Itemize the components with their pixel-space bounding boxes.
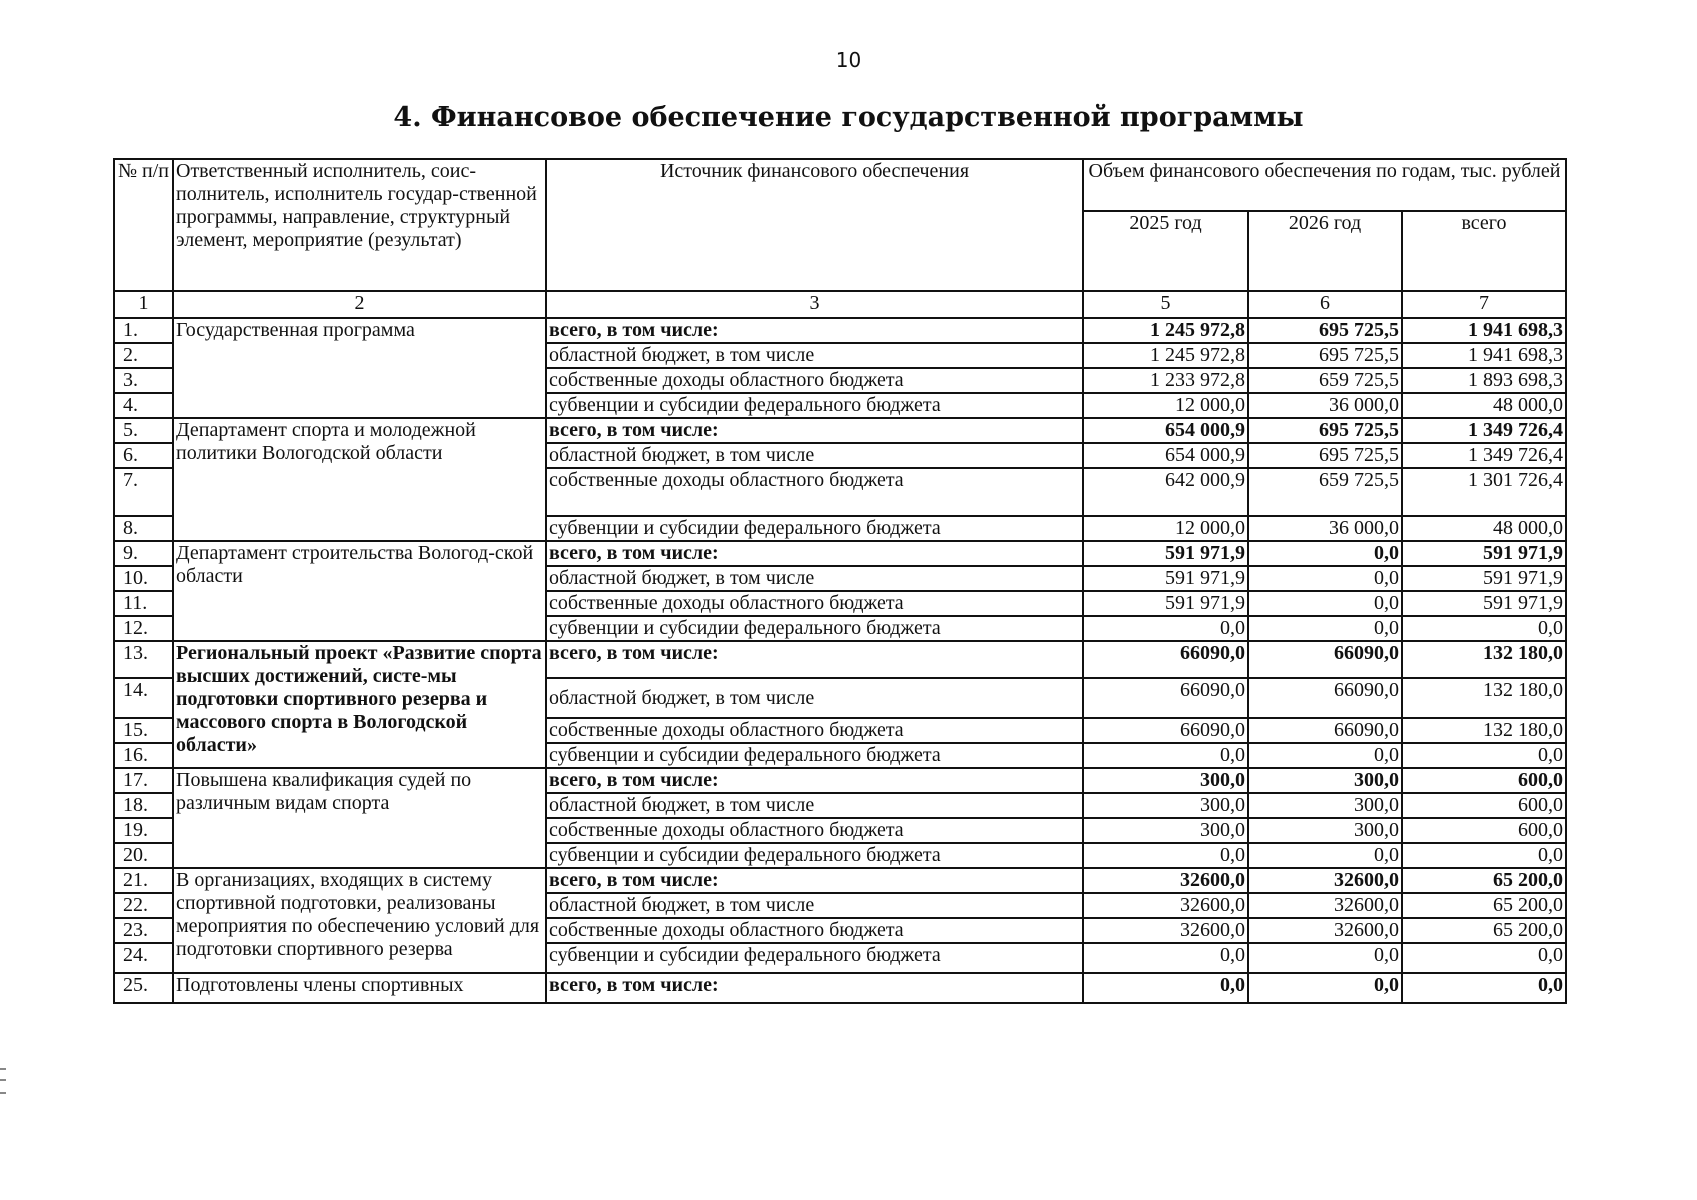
executor-cell: Государственная программа (173, 318, 546, 418)
source-cell: всего, в том числе: (546, 318, 1083, 343)
header-source: Источник финансового обеспечения (546, 159, 1083, 291)
header-total: всего (1402, 211, 1566, 291)
value-v2026: 36 000,0 (1248, 393, 1402, 418)
value-v2026: 300,0 (1248, 793, 1402, 818)
source-cell: собственные доходы областного бюджета (546, 718, 1083, 743)
value-total: 1 301 726,4 (1402, 468, 1566, 516)
value-total: 132 180,0 (1402, 718, 1566, 743)
row-number: 19. (114, 818, 173, 843)
value-total: 591 971,9 (1402, 541, 1566, 566)
value-total: 132 180,0 (1402, 678, 1566, 718)
executor-cell: Подготовлены члены спортивных (173, 973, 546, 1003)
value-total: 65 200,0 (1402, 893, 1566, 918)
value-total: 132 180,0 (1402, 641, 1566, 678)
page-number: 10 (835, 48, 862, 72)
executor-cell: Повышена квалификация судей по различным видам спорта (173, 768, 546, 868)
value-total: 65 200,0 (1402, 918, 1566, 943)
row-number: 21. (114, 868, 173, 893)
value-v2026: 36 000,0 (1248, 516, 1402, 541)
value-v2026: 695 725,5 (1248, 318, 1402, 343)
value-total: 600,0 (1402, 818, 1566, 843)
value-total: 48 000,0 (1402, 393, 1566, 418)
value-v2025: 591 971,9 (1083, 541, 1248, 566)
value-v2026: 695 725,5 (1248, 343, 1402, 368)
value-v2025: 66090,0 (1083, 678, 1248, 718)
value-total: 1 941 698,3 (1402, 318, 1566, 343)
source-cell: областной бюджет, в том числе (546, 678, 1083, 718)
value-total: 1 349 726,4 (1402, 443, 1566, 468)
row-number: 7. (114, 468, 173, 516)
col-number: 6 (1248, 291, 1402, 318)
value-v2026: 0,0 (1248, 943, 1402, 973)
row-number: 1. (114, 318, 173, 343)
row-number: 14. (114, 678, 173, 718)
row-number: 8. (114, 516, 173, 541)
value-v2025: 0,0 (1083, 743, 1248, 768)
value-v2025: 654 000,9 (1083, 418, 1248, 443)
section-title: 4. Финансовое обеспечение государственной программы (393, 102, 1304, 133)
value-v2025: 300,0 (1083, 768, 1248, 793)
source-cell: субвенции и субсидии федерального бюджета (546, 843, 1083, 868)
value-total: 0,0 (1402, 743, 1566, 768)
source-cell: собственные доходы областного бюджета (546, 368, 1083, 393)
source-cell: собственные доходы областного бюджета (546, 918, 1083, 943)
value-v2025: 32600,0 (1083, 893, 1248, 918)
row-number: 12. (114, 616, 173, 641)
table-row (114, 541, 1566, 566)
table-row (114, 641, 1566, 678)
row-number: 6. (114, 443, 173, 468)
source-cell: собственные доходы областного бюджета (546, 818, 1083, 843)
value-v2025: 1 245 972,8 (1083, 343, 1248, 368)
table-body (114, 318, 1566, 1003)
value-v2026: 0,0 (1248, 843, 1402, 868)
value-v2025: 1 233 972,8 (1083, 368, 1248, 393)
value-v2025: 300,0 (1083, 793, 1248, 818)
value-v2026: 695 725,5 (1248, 443, 1402, 468)
value-total: 0,0 (1402, 616, 1566, 641)
value-v2025: 66090,0 (1083, 641, 1248, 678)
value-total: 600,0 (1402, 768, 1566, 793)
row-number: 24. (114, 943, 173, 973)
col-number: 2 (173, 291, 546, 318)
value-total: 0,0 (1402, 973, 1566, 1003)
source-cell: всего, в том числе: (546, 418, 1083, 443)
value-v2026: 659 725,5 (1248, 368, 1402, 393)
value-v2025: 32600,0 (1083, 868, 1248, 893)
source-cell: областной бюджет, в том числе (546, 343, 1083, 368)
value-v2025: 32600,0 (1083, 918, 1248, 943)
scan-margin-mark (0, 1068, 6, 1094)
value-v2025: 654 000,9 (1083, 443, 1248, 468)
header-row (114, 159, 1566, 211)
value-v2025: 66090,0 (1083, 718, 1248, 743)
value-v2025: 0,0 (1083, 943, 1248, 973)
value-v2026: 0,0 (1248, 616, 1402, 641)
header-2025: 2025 год (1083, 211, 1248, 291)
row-number: 16. (114, 743, 173, 768)
source-cell: субвенции и субсидии федерального бюджета (546, 943, 1083, 973)
row-number: 23. (114, 918, 173, 943)
source-cell: всего, в том числе: (546, 541, 1083, 566)
value-v2026: 32600,0 (1248, 918, 1402, 943)
row-number: 22. (114, 893, 173, 918)
row-number: 11. (114, 591, 173, 616)
value-total: 0,0 (1402, 843, 1566, 868)
row-number: 4. (114, 393, 173, 418)
value-v2026: 0,0 (1248, 973, 1402, 1003)
value-v2025: 300,0 (1083, 818, 1248, 843)
table-row (114, 973, 1566, 1003)
row-number: 20. (114, 843, 173, 868)
value-v2026: 695 725,5 (1248, 418, 1402, 443)
value-total: 600,0 (1402, 793, 1566, 818)
value-v2025: 12 000,0 (1083, 393, 1248, 418)
value-total: 48 000,0 (1402, 516, 1566, 541)
source-cell: всего, в том числе: (546, 641, 1083, 678)
executor-cell: В организациях, входящих в систему спортивной подготовки, реализованы мероприятия по обеспечению условий для подготовки спортивного резерва (173, 868, 546, 973)
table-row (114, 868, 1566, 893)
source-cell: всего, в том числе: (546, 973, 1083, 1003)
column-numbers-row (114, 291, 1566, 318)
source-cell: областной бюджет, в том числе (546, 566, 1083, 591)
row-number: 25. (114, 973, 173, 1003)
table-row (114, 418, 1566, 443)
value-v2025: 0,0 (1083, 616, 1248, 641)
value-v2025: 591 971,9 (1083, 566, 1248, 591)
col-number: 1 (114, 291, 173, 318)
row-number: 15. (114, 718, 173, 743)
executor-cell: Департамент строительства Вологод-ской области (173, 541, 546, 641)
row-number: 17. (114, 768, 173, 793)
value-v2026: 0,0 (1248, 541, 1402, 566)
value-total: 65 200,0 (1402, 868, 1566, 893)
value-v2025: 1 245 972,8 (1083, 318, 1248, 343)
col-number: 3 (546, 291, 1083, 318)
value-v2026: 66090,0 (1248, 678, 1402, 718)
financing-table (113, 158, 1567, 1004)
table-row (114, 768, 1566, 793)
row-number: 13. (114, 641, 173, 678)
source-cell: областной бюджет, в том числе (546, 793, 1083, 818)
value-total: 591 971,9 (1402, 591, 1566, 616)
source-cell: собственные доходы областного бюджета (546, 591, 1083, 616)
value-total: 1 349 726,4 (1402, 418, 1566, 443)
value-v2025: 0,0 (1083, 843, 1248, 868)
executor-cell: Региональный проект «Развитие спорта высших достижений, систе-мы подготовки спортивного резерва и массового спорта в Вологодской области» (173, 641, 546, 768)
value-v2025: 591 971,9 (1083, 591, 1248, 616)
source-cell: субвенции и субсидии федерального бюджета (546, 616, 1083, 641)
table-row (114, 318, 1566, 343)
value-v2026: 0,0 (1248, 566, 1402, 591)
value-total: 1 893 698,3 (1402, 368, 1566, 393)
source-cell: всего, в том числе: (546, 868, 1083, 893)
value-total: 0,0 (1402, 943, 1566, 973)
value-total: 1 941 698,3 (1402, 343, 1566, 368)
row-number: 18. (114, 793, 173, 818)
source-cell: субвенции и субсидии федерального бюджета (546, 743, 1083, 768)
value-v2026: 32600,0 (1248, 868, 1402, 893)
header-num: № п/п (114, 159, 173, 291)
col-number: 5 (1083, 291, 1248, 318)
source-cell: собственные доходы областного бюджета (546, 468, 1083, 516)
source-cell: областной бюджет, в том числе (546, 893, 1083, 918)
value-v2026: 32600,0 (1248, 893, 1402, 918)
value-total: 591 971,9 (1402, 566, 1566, 591)
value-v2026: 300,0 (1248, 818, 1402, 843)
source-cell: субвенции и субсидии федерального бюджета (546, 393, 1083, 418)
row-number: 10. (114, 566, 173, 591)
row-number: 2. (114, 343, 173, 368)
value-v2025: 12 000,0 (1083, 516, 1248, 541)
source-cell: субвенции и субсидии федерального бюджета (546, 516, 1083, 541)
value-v2026: 659 725,5 (1248, 468, 1402, 516)
row-number: 3. (114, 368, 173, 393)
header-volume: Объем финансового обеспечения по годам, тыс. рублей (1083, 159, 1566, 211)
executor-cell: Департамент спорта и молодежной политики Вологодской области (173, 418, 546, 541)
header-executor: Ответственный исполнитель, соис-полнитель, исполнитель государ-ственной программы, направление, структурный элемент, мероприятие (результат) (173, 159, 546, 291)
value-v2025: 642 000,9 (1083, 468, 1248, 516)
value-v2026: 66090,0 (1248, 641, 1402, 678)
row-number: 9. (114, 541, 173, 566)
source-cell: областной бюджет, в том числе (546, 443, 1083, 468)
value-v2026: 0,0 (1248, 743, 1402, 768)
source-cell: всего, в том числе: (546, 768, 1083, 793)
value-v2025: 0,0 (1083, 973, 1248, 1003)
value-v2026: 300,0 (1248, 768, 1402, 793)
header-2026: 2026 год (1248, 211, 1402, 291)
value-v2026: 66090,0 (1248, 718, 1402, 743)
col-number: 7 (1402, 291, 1566, 318)
row-number: 5. (114, 418, 173, 443)
value-v2026: 0,0 (1248, 591, 1402, 616)
